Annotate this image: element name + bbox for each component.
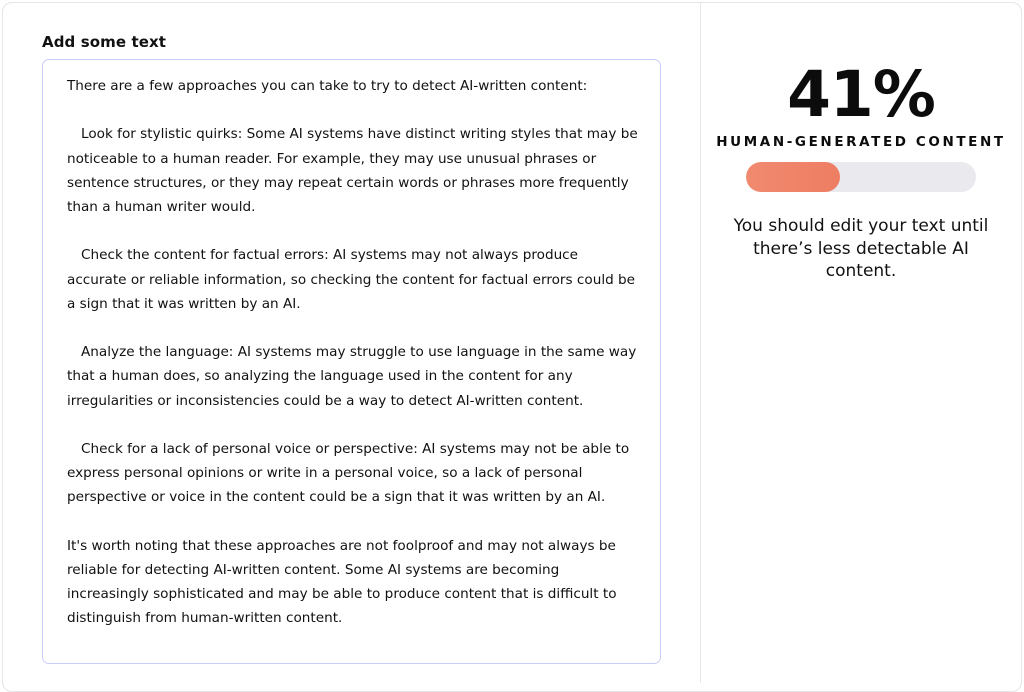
human-score-percent: 41% [787, 58, 935, 131]
text-paragraph: Check the content for factual errors: AI systems may not always produce accurate or reliable information, so checking the content for factual errors could be a sign that it was written by an AI. [67, 247, 636, 312]
text-paragraph: There are a few approaches you can take to try to detect AI-written content: [67, 78, 588, 94]
advice-text: You should edit your text until there’s less detectable AI content. [733, 216, 989, 281]
text-paragraph: Check for a lack of personal voice or perspective: AI systems may not be able to express personal opinions or write in a personal voice, so a lack of personal perspective or voice in the content could be a sign that it was written by an AI. [67, 440, 630, 506]
text-paragraph: Analyze the language: AI systems may struggle to use language in the same way that a human does, so analyzing the language used in the content for any irregularities or inconsistencies could be a way to detect AI-written content. [67, 344, 637, 409]
score-progress-fill [746, 162, 840, 192]
score-label: HUMAN-GENERATED CONTENT [716, 134, 1006, 150]
text-paragraph: It's worth noting that these approaches are not foolproof and may not always be reliable for detecting AI-written content. Some AI systems are becoming increasingly sophisticated and may be able to produce content that is difficult to distinguish from human-written content. [67, 537, 617, 627]
text-paragraph: Look for stylistic quirks: Some AI systems have distinct writing styles that may be noticeable to a human reader. For example, they may use unusual phrases or sentence structures, or they may repeat certain words or phrases more frequently than a human writer would. [67, 126, 638, 215]
text-input-area[interactable] [42, 59, 661, 664]
input-heading: Add some text [42, 33, 167, 51]
score-progress-bar [746, 162, 976, 192]
